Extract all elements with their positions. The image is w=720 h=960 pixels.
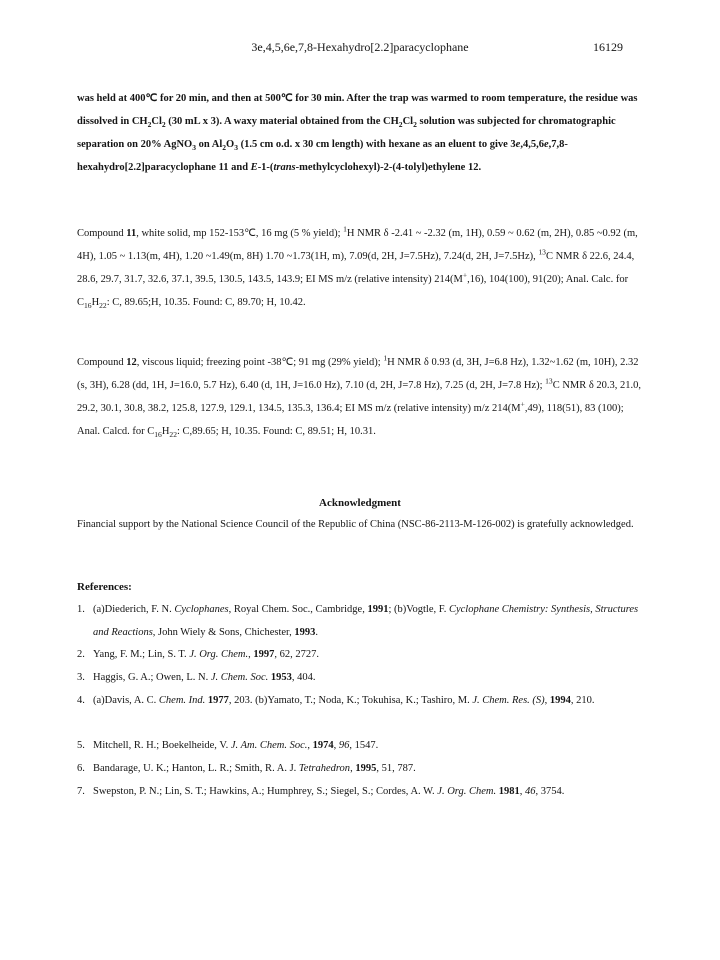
reference-item: 3. Haggis, G. A.; Owen, L. N. J. Chem. Soc. 1953, 404. xyxy=(77,672,316,683)
compound-12-label: 12. xyxy=(467,162,482,173)
reference-item: 4. (a)Davis, A. C. Chem. Ind. 1977, 203. (b)Yamato, T.; Noda, K.; Tokuhisa, K.; Tashiro, M. J. Chem. Res. (S), 1994, 210. xyxy=(77,695,595,706)
references-heading: References: xyxy=(77,581,132,593)
reference-item: 1. (a)Diederich, F. N. Cyclophanes, Royal Chem. Soc., Cambridge, 1991; (b)Vogtle, F. Cyclophane Chemistry: Synthesis, Structures and Reactions, John Wiely & Sons, Chichester, 1993. xyxy=(77,604,639,638)
acknowledgment-heading: Acknowledgment xyxy=(319,497,401,509)
acknowledgment-text: Financial support by the National Science Council of the Republic of China (NSC-86-2113-M-126-002) is gratefully acknowledged. xyxy=(77,519,634,530)
reference-item: 5. Mitchell, R. H.; Boekelheide, V. J. Am. Chem. Soc., 1974, 96, 1547. xyxy=(77,740,379,751)
page-number: 16129 xyxy=(593,40,623,54)
compound-12-characterization: Compound 12, viscous liquid; freezing point -38℃; 91 mg (29% yield); $^1$H NMR δ 0.93 (d, 3H, J=6.8 Hz), 1.32~1.62 (m, 10H), 2.32 (s, 3H), 6.28 (dd, 1H, J=16.0, 5.7 Hz), 6.40 (d, 1H, J=16.0 Hz), 7.10 (d, 2H, J=7.8 Hz), 7.25 (d, 2H, J=7.8 Hz); $^{13}$C NMR δ 20.3, 21.0, 29.2, 30.1, 30.8, 38.2, 125.8, 127.9, 129.1, 134.5, 135.3, 136.4; EI MS m/z (relative intensity) m/z 214(M+,49), 118(51), 83 (100); Anal. Calcd. for $C_{16}H_{22}$: C,89.65; H, 10.35. Found: C, 89.51; H, 10.31. xyxy=(77,353,642,440)
experimental-paragraph-1: was held at 400℃ for 20 min, and then at 500℃ for 30 min. After the trap was warmed to room temperature, the residue was dissolved in $CH_2Cl_2$ (30 mL x 3). A waxy material obtained from the $CH_2Cl_2$ solution was subjected for chromatographic separation on 20% AgNO$_3$ on $Al_2O_3$ (1.5 cm o.d. x 30 cm length) with hexane as an eluent to give 3e,4,5,6e,7,8-hexahydro[2.2]paracyclophane 11 and E-1-(trans-methylcyclohexyl)-2-(4-tolyl)ethylene 12. xyxy=(77,93,638,173)
running-header-title: 3e,4,5,6e,7,8-Hexahydro[2.2]paracyclophane xyxy=(251,40,469,54)
compound-11-label: 11 xyxy=(218,162,229,173)
reference-item: 6. Bandarage, U. K.; Hanton, L. R.; Smith, R. A. J. Tetrahedron, 1995, 51, 787. xyxy=(77,763,416,774)
reference-item: 2. Yang, F. M.; Lin, S. T. J. Org. Chem., 1997, 62, 2727. xyxy=(77,649,319,660)
compound-11-characterization: Compound 11, white solid, mp 152-153℃, 16 mg (5 % yield); $^1$H NMR δ -2.41 ~ -2.32 (m, 1H), 0.59 ~ 0.62 (m, 2H), 0.85 ~0.92 (m, 4H), 1.05 ~ 1.13(m, 4H), 1.20 ~1.49(m, 8H) 1.70 ~1.73(1H, m), 7.09(d, 2H, J=7.5Hz), 7.24(d, 2H, J=7.5Hz), $^{13}$C NMR δ 22.6, 24.4, 28.6, 29.7, 31.7, 32.6, 37.1, 39.5, 130.5, 143.5, 143.9; EI MS m/z (relative intensity) 214(M+,16), 104(100), 91(20); Anal. Calc. for $C_{16}H_{22}$: C, 89.65;H, 10.35. Found: C, 89.70; H, 10.42. xyxy=(77,224,638,311)
reference-item: 7. Swepston, P. N.; Lin, S. T.; Hawkins, A.; Humphrey, S.; Siegel, S.; Cordes, A. W. J. Org. Chem. 1981, 46, 3754. xyxy=(77,786,565,797)
